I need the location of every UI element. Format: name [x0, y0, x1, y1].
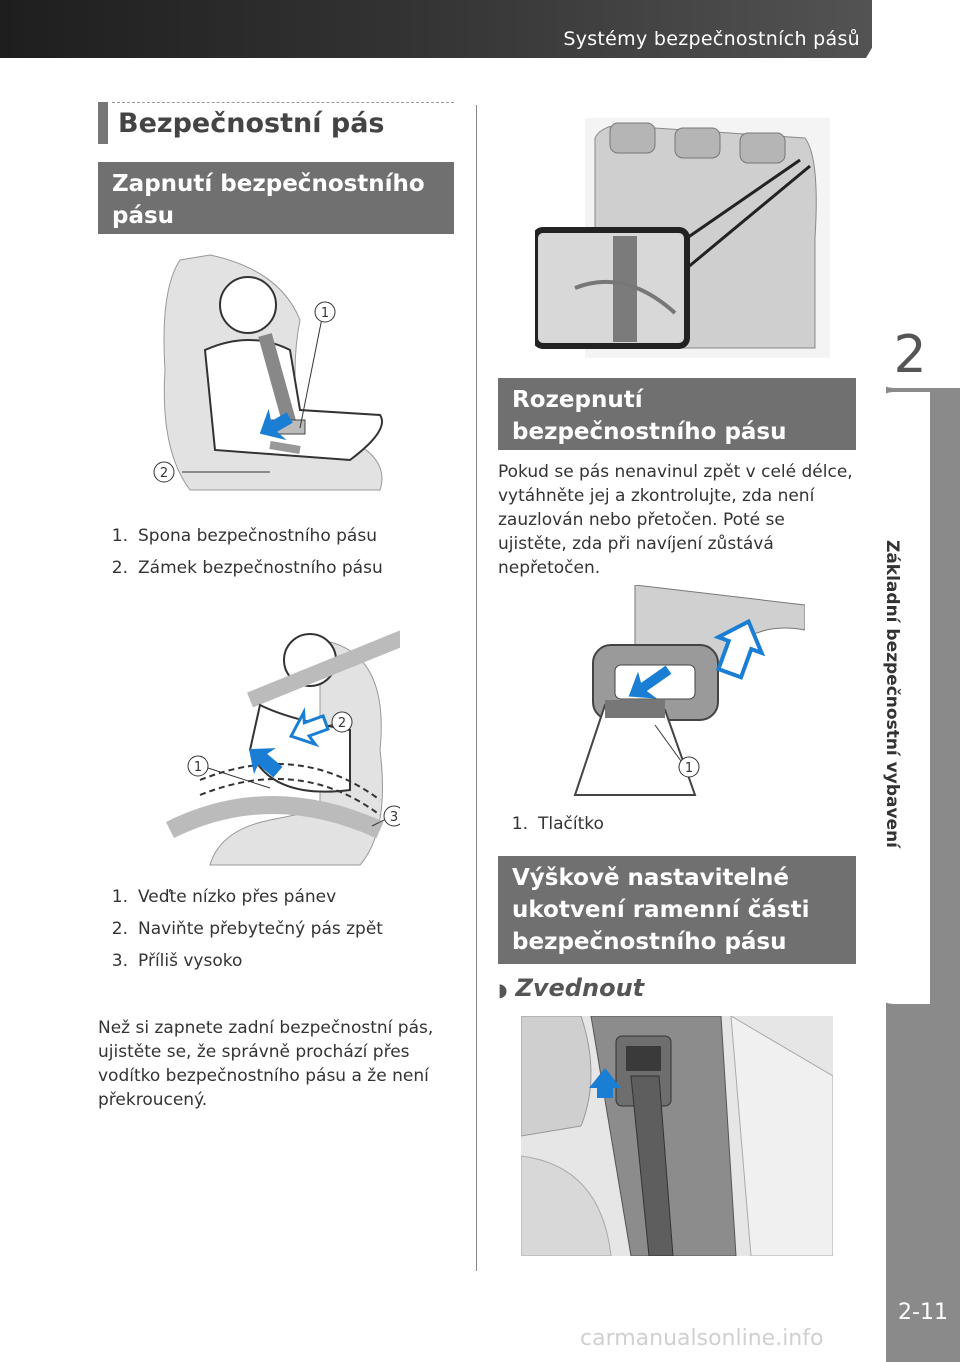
- list-item: 1. Tlačítko: [511, 814, 604, 834]
- main-title-text: Bezpečnostní pás: [118, 108, 385, 139]
- title-accent-bar: [98, 102, 108, 144]
- triangle-bullet-icon: ◗: [498, 980, 508, 1001]
- fig2-callout-1: 1: [193, 760, 203, 775]
- fig2-callout-2: 2: [337, 716, 347, 731]
- list-item: 2. Naviňte přebytečný pás zpět: [111, 919, 383, 939]
- fasten-fig2-legend: [98, 887, 458, 983]
- list-item: 2. Zámek bezpečnostního pásu: [111, 558, 383, 578]
- subheading-raise: ◗ Zvednout: [498, 974, 645, 1002]
- section-heading-fasten: Zapnutí bezpečnostního pásu: [98, 162, 454, 234]
- buckle-release-illustration: [565, 585, 805, 797]
- chapter-title: Základní bezpečnostní vybavení: [882, 540, 902, 849]
- list-item: 1. Spona bezpečnostního pásu: [111, 526, 377, 546]
- list-item: 1. Veďte nízko přes pánev: [111, 887, 337, 907]
- lap-belt-illustration: [150, 630, 400, 870]
- rear-seat-illustration: [535, 118, 830, 360]
- shoulder-anchor-illustration: [521, 1016, 833, 1256]
- chapter-number: 2: [893, 325, 927, 385]
- page-number: 2-11: [898, 1300, 948, 1325]
- fig2-callout-3: 3: [389, 810, 399, 825]
- fig1-callout-2: 2: [159, 466, 169, 481]
- list-item: 3. Příliš vysoko: [111, 951, 243, 971]
- column-divider: [476, 105, 477, 1271]
- unfasten-fig-legend: [498, 814, 858, 846]
- section-heading-height-adjust: Výškově nastavitelné ukotvení ramenní části bezpečnostního pásu: [498, 856, 856, 964]
- fasten-illustration: [150, 250, 400, 505]
- title-dotted-rule: [112, 102, 454, 103]
- watermark: carmanualsonline.info: [580, 1326, 824, 1351]
- header-title: Systémy bezpečnostních pásů: [563, 28, 860, 50]
- fasten-paragraph: Než si zapnete zadní bezpečnostní pás, ujistěte se, že správně prochází přes vodítko bezpečnostního pásu a že není překroucený.: [98, 1018, 434, 1110]
- section-heading-unfasten: Rozepnutí bezpečnostního pásu: [498, 378, 856, 450]
- fig1-callout-1: 1: [320, 306, 330, 321]
- buckle-callout-1: 1: [684, 761, 694, 776]
- unfasten-paragraph: Pokud se pás nenavinul zpět v celé délce, vytáhněte jej a zkontrolujte, zda není zauzlován nebo přetočen. Poté se ujistěte, zda při navíjení zůstává nepřetočen.: [498, 462, 853, 578]
- fasten-fig1-legend: [98, 526, 458, 590]
- main-title: [98, 102, 454, 144]
